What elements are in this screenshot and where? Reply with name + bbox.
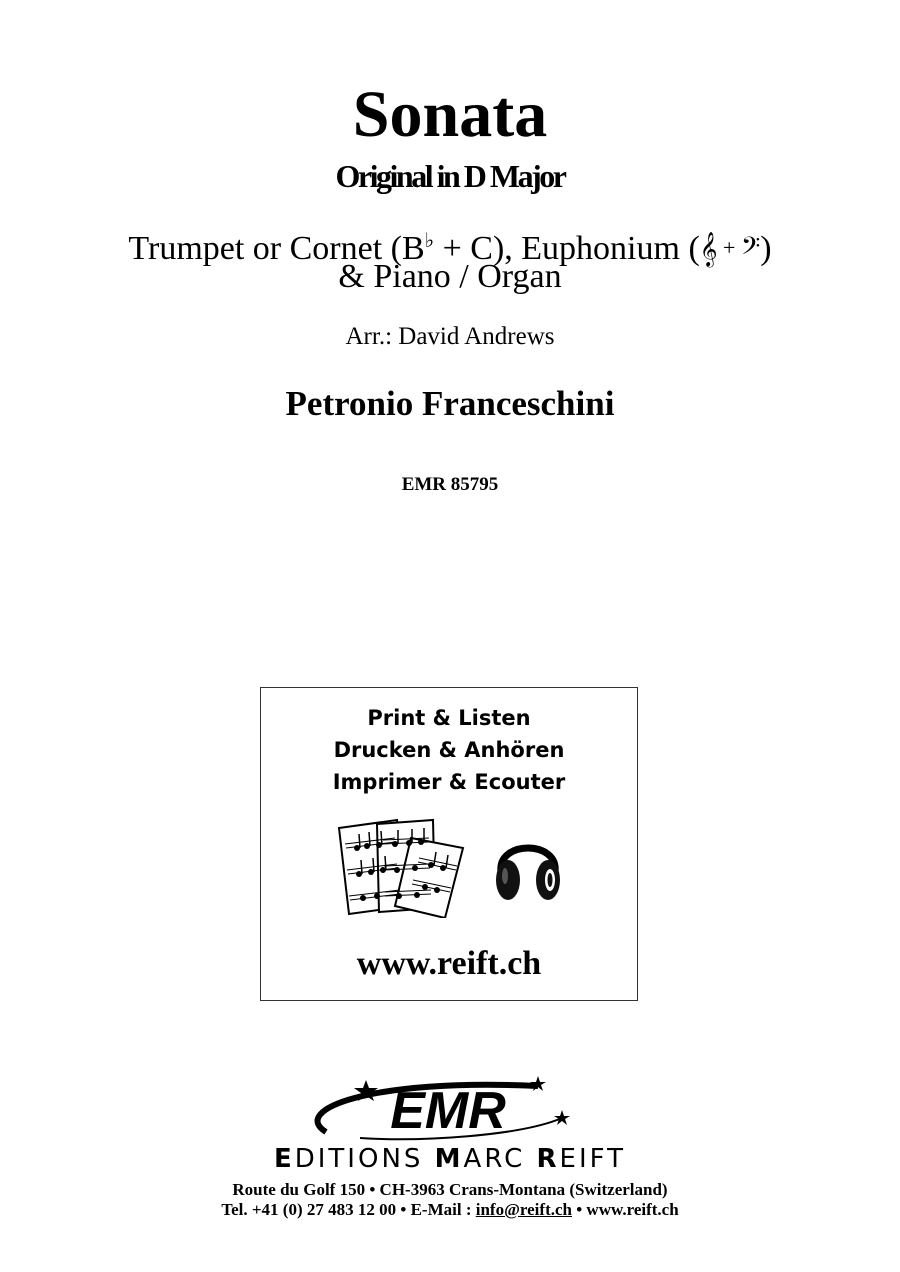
catalog-number: EMR 85795: [401, 474, 499, 495]
promo-line-german: Drucken & Anhören: [333, 738, 565, 762]
promo-line-french: Imprimer & Ecouter: [332, 770, 566, 794]
instrumentation-text-a: Trumpet or Cornet (B: [128, 230, 425, 267]
promo-line-english: Print & Listen: [367, 706, 531, 730]
instrumentation-text-b: + C), Euphonium (: [434, 230, 700, 267]
website-url: www.reift.ch: [356, 945, 542, 982]
composer: Petronio Franceschini: [285, 384, 615, 423]
contact-website: • www.reift.ch: [571, 1200, 679, 1219]
flat-sign: ♭: [424, 230, 435, 252]
treble-clef-icon: 𝄞: [699, 232, 718, 267]
bass-clef-icon: 𝄢: [740, 232, 761, 267]
page-title: Sonata: [352, 78, 548, 151]
instrumentation-text-c: ): [760, 230, 772, 267]
clef-plus: +: [717, 235, 741, 260]
email-link[interactable]: info@reift.ch: [475, 1200, 572, 1219]
publisher-name: EDITIONS MARC REIFT: [273, 1144, 627, 1174]
print-listen-box: [260, 687, 638, 1001]
logo-text: EMR: [390, 1082, 506, 1140]
arranger: Arr.: David Andrews: [345, 323, 555, 350]
instrumentation-line-2: & Piano / Organ: [338, 258, 562, 295]
sheet-music-icon: [337, 818, 469, 918]
headphones-icon: [493, 828, 563, 904]
address: Route du Golf 150 • CH-3963 Crans-Montana (Switzerland): [232, 1180, 668, 1199]
contact-line: [0, 1200, 900, 1220]
phone-text: Tel. +41 (0) 27 483 12 00 • E-Mail :: [221, 1200, 476, 1219]
emr-logo: [300, 1070, 590, 1146]
subtitle: Original in D Major: [335, 158, 565, 194]
